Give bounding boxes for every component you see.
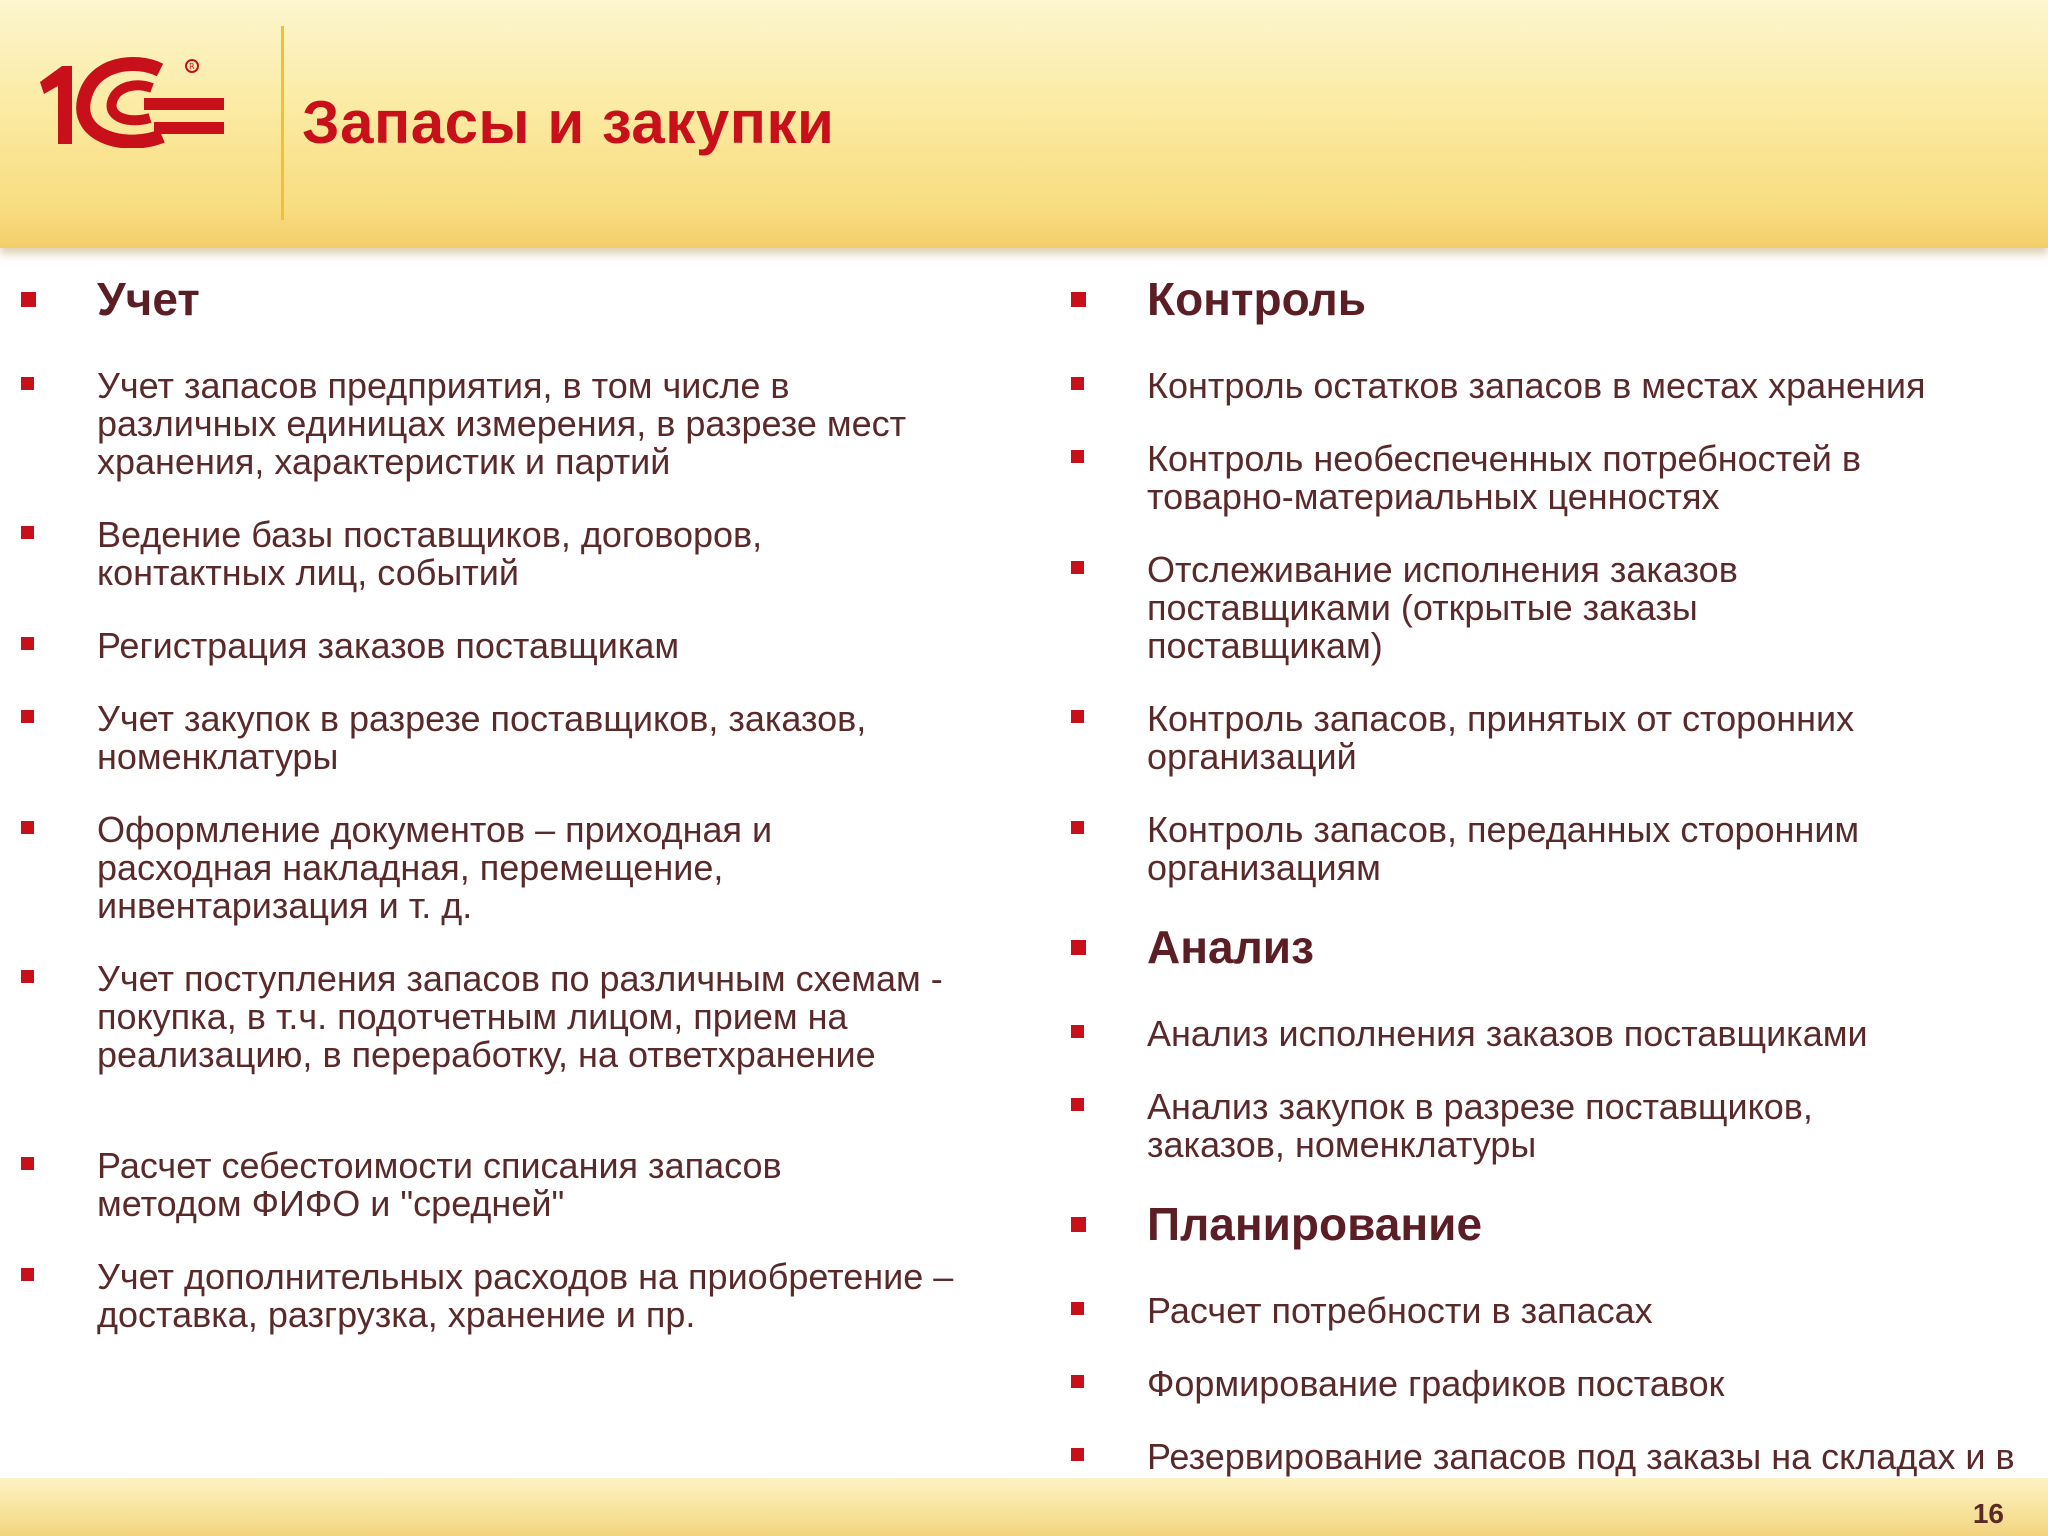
- section-heading-analysis: Анализ: [1147, 921, 1314, 973]
- list-item: Учет поступления запасов по различным схемам - покупка, в т.ч. подотчетным лицом, прием на реализацию, в переработку, на ответхранение: [97, 958, 943, 1075]
- bullet-icon: [21, 526, 34, 539]
- list-item: Ведение базы поставщиков, договоров, контактных лиц, событий: [97, 514, 763, 593]
- section-heading-planning: Планирование: [1147, 1198, 1483, 1250]
- bullet-icon: [1071, 1217, 1086, 1232]
- bullet-icon: [1071, 1302, 1084, 1315]
- list-item: Учет закупок в разрезе поставщиков, заказов, номенклатуры: [97, 698, 867, 777]
- bullet-icon: [1071, 821, 1084, 834]
- bullet-icon: [1071, 1448, 1084, 1461]
- page-number: 16: [1972, 1498, 2004, 1529]
- bullet-icon: [21, 292, 36, 307]
- list-item: Резервирование запасов под заказы на складах и в: [1147, 1436, 2015, 1477]
- list-item: Учет запасов предприятия, в том числе в различных единицах измерения, в разрезе мест хранения, характеристик и партий: [97, 365, 907, 482]
- bullet-icon: [1071, 940, 1086, 955]
- list-item: Контроль необеспеченных потребностей в товарно-материальных ценностях: [1147, 438, 1861, 517]
- list-item: Расчет себестоимости списания запасов методом ФИФО и "средней": [97, 1145, 782, 1224]
- bullet-icon: [21, 637, 34, 650]
- list-item: Отслеживание исполнения заказов поставщиками (открытые заказы поставщикам): [1147, 549, 1738, 666]
- bullet-icon: [1071, 561, 1084, 574]
- slide-footer: [0, 1478, 2048, 1536]
- bullet-icon: [21, 1157, 34, 1170]
- bullet-icon: [21, 710, 34, 723]
- bullet-icon: [1071, 450, 1084, 463]
- bullet-icon: [21, 970, 34, 983]
- bullet-icon: [1071, 710, 1084, 723]
- list-item: Контроль запасов, переданных сторонним организациям: [1147, 809, 1860, 888]
- list-item: Регистрация заказов поставщикам: [97, 625, 680, 666]
- section-heading-accounting: Учет: [97, 273, 200, 325]
- list-item: Анализ исполнения заказов поставщиками: [1147, 1013, 1868, 1054]
- section-heading-control: Контроль: [1147, 273, 1367, 325]
- bullet-icon: [21, 377, 34, 390]
- slide-title: Запасы и закупки: [302, 89, 835, 156]
- 1c-logo: [32, 52, 232, 148]
- list-item: Оформление документов – приходная и расходная накладная, перемещение, инвентаризация и т. д.: [97, 809, 773, 926]
- list-item: Анализ закупок в разрезе поставщиков, заказов, номенклатуры: [1147, 1086, 1813, 1165]
- bullet-icon: [21, 1268, 34, 1281]
- list-item: Расчет потребности в запасах: [1147, 1290, 1653, 1331]
- list-item: Учет дополнительных расходов на приобретение – доставка, разгрузка, хранение и пр.: [97, 1256, 954, 1335]
- bullet-icon: [1071, 1098, 1084, 1111]
- list-item: Формирование графиков поставок: [1147, 1363, 1725, 1404]
- slide-header: [0, 0, 2048, 248]
- bullet-icon: [1071, 1025, 1084, 1038]
- bullet-icon: [1071, 377, 1084, 390]
- bullet-icon: [1071, 292, 1086, 307]
- header-divider: [281, 26, 284, 220]
- list-item: Контроль остатков запасов в местах хранения: [1147, 365, 1926, 406]
- svg-text:R: R: [189, 62, 195, 71]
- bullet-icon: [21, 821, 34, 834]
- bullet-icon: [1071, 1375, 1084, 1388]
- list-item: Контроль запасов, принятых от сторонних организаций: [1147, 698, 1855, 777]
